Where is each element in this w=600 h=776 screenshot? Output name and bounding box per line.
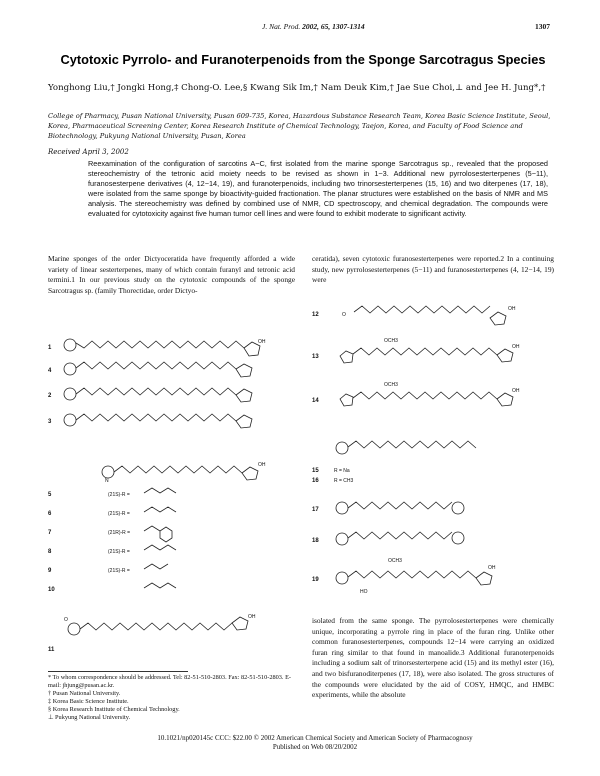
footnote-rule — [48, 671, 188, 672]
oh-label: OH — [488, 565, 496, 571]
oh-label: OH — [512, 344, 520, 350]
compound-label: 13 — [312, 354, 319, 360]
publication-info — [100, 734, 530, 751]
structure-scheme-right — [312, 296, 562, 614]
footnote-affiliation: ‡ Korea Basic Science Institute. — [48, 698, 129, 705]
hydroxy-label: HO — [360, 589, 368, 595]
compound-label: 18 — [312, 538, 319, 544]
oh-label: OH — [258, 339, 266, 345]
furan-ring — [64, 339, 76, 351]
compound-label: 14 — [312, 398, 319, 404]
compound-label: 16 — [312, 478, 319, 484]
received-date: Received April 3, 2002 — [48, 148, 129, 156]
footnote-affiliation: § Korea Research Institute of Chemical Technology. — [48, 706, 180, 713]
r-group-label: R = Na — [334, 468, 350, 474]
compound-label: 17 — [312, 507, 319, 513]
structure-scheme-left — [48, 296, 298, 666]
intro-paragraph-col1: Marine sponges of the order Dictyoceratida have frequently afforded a wide variety of linear sesterterpenes, many of which contain furanyl and tetronic acid termini.1 In our previous study on the cytotoxic compounds of the sponge Sarcotragus sp. (family Thorectidae, order Dictyo- — [48, 254, 295, 295]
r-group-label: (21S)-R = — [108, 492, 130, 498]
journal-citation: 2002, 65, 1307-1314 — [302, 22, 365, 31]
abstract: Reexamination of the configuration of sarcotins A−C, first isolated from the marine sponge Sarcotragus sp., revealed that the proposed stereochemistry of the tetronic acid moiety needs to be revised as shown in 1−3. Additional new pyrrolosesterterpenes (5−11), furanosesterpene derivatives (4, 12−14, 19), and furanoterpenoids, including two trinorsesterterpenes (15, 16) and two diterpenes (17, 18), were isolated from the same sponge by bioactivity-guided fractionation. The planar structures were established on the basis of NMR and MS analysis. The stereochemistry was defined by combined use of NMR, CD spectroscopy, and chemical degradation. The compounds were evaluated for cytotoxicity against five human tumor cell lines and were found to exhibit moderate to significant activity. — [88, 159, 548, 218]
oxygen-label: O — [342, 312, 346, 318]
doi-copyright-line: 10.1021/np020145c CCC: $22.00 © 2002 American Chemical Society and American Society of Pharmacognosy — [157, 734, 473, 742]
methoxy-label: OCH3 — [384, 382, 398, 388]
r-group-label: R = CH3 — [334, 478, 354, 484]
compound-label: 4 — [48, 368, 52, 374]
compound-label: 11 — [48, 647, 55, 653]
r-group-label: (21S)-R = — [108, 549, 130, 555]
affiliations: College of Pharmacy, Pusan National University, Pusan 609-735, Korea, Hazardous Substance Research Team, Korea Basic Science Institute, Seoul, Korea, Pharmaceutical Screening Center, Korea Research Institute of Chemical Technology, Taejon, Korea, and Faculty of Food Science and Biotechnology, Pukyung National University, Pusan, Korea — [48, 112, 551, 140]
r-group-label: (21R)-R = — [108, 530, 131, 536]
footnote-correspondence: * To whom correspondence should be addressed. Tel: 82-51-510-2803. Fax: 82-51-510-2803. E-mail: jhjung@pusan.ac.kr. — [48, 674, 292, 689]
oh-label: OH — [508, 306, 516, 312]
article-title: Cytotoxic Pyrrolo- and Furanoterpenoids from the Sponge Sarcotragus Species — [60, 52, 546, 67]
methoxy-label: OCH3 — [384, 338, 398, 344]
footnote-affiliation: ⊥ Pukyung National University. — [48, 714, 131, 721]
compound-label: 1 — [48, 345, 52, 351]
oh-label: OH — [258, 462, 266, 468]
r-group-label: (21S)-R = — [108, 568, 130, 574]
compound-label: 2 — [48, 393, 52, 399]
r-group-label: (21S)-R = — [108, 511, 130, 517]
journal-name: J. Nat. Prod. — [262, 22, 301, 31]
compound-label: 15 — [312, 468, 319, 474]
compound-label: 19 — [312, 577, 319, 583]
compound-label: 3 — [48, 419, 52, 425]
methoxy-label: OCH3 — [388, 558, 402, 564]
publication-date-line: Published on Web 08/20/2002 — [272, 742, 358, 751]
oh-label: OH — [512, 388, 520, 394]
page-number: 1307 — [535, 22, 550, 31]
compound-label: 10 — [48, 587, 55, 593]
nitrogen-label: N — [105, 478, 109, 484]
compound-label: 12 — [312, 312, 319, 318]
oxygen-label: O — [64, 617, 68, 623]
running-header — [262, 22, 365, 31]
compound-label: 9 — [48, 568, 52, 574]
footnote-affiliation: † Pusan National University. — [48, 690, 121, 697]
author-list: Yonghong Liu,† Jongki Hong,‡ Chong-O. Lee,§ Kwang Sik Im,† Nam Deuk Kim,† Jae Sue Choi,⊥ and Jee H. Jung*,† — [48, 83, 546, 93]
compound-label: 7 — [48, 530, 52, 536]
compound-label: 8 — [48, 549, 52, 555]
footnotes — [48, 674, 298, 722]
compound-label: 5 — [48, 492, 52, 498]
oh-label: OH — [248, 614, 256, 620]
compound-label: 6 — [48, 511, 52, 517]
intro-paragraph-col2-top: ceratida), seven cytotoxic furanosesterterpenes were reported.2 In a continuing study, new pyrrolosesterterpenes (5−11) and furanosesterterpenes (4, 12−14, 19) were — [312, 254, 554, 285]
intro-paragraph-col2-bottom: isolated from the same sponge. The pyrrolosesterterpenes were chemically unique, incorporating a pyrrole ring in place of the furan ring. Unlike other common furanosesterterpenes, compounds 12−14 were carrying an oxidized furan ring similar to that found in manoalide.3 Additional furanoterpenoids including a sodium salt of trinorsesterterpene acid (15) and its methyl ester (16), and two bisfuranoditerpenes (17, 18), were also isolated. The gross structures of the compounds were elucidated by the aid of COSY, HMQC, and HMBC experiments, while the absolute — [312, 616, 554, 700]
